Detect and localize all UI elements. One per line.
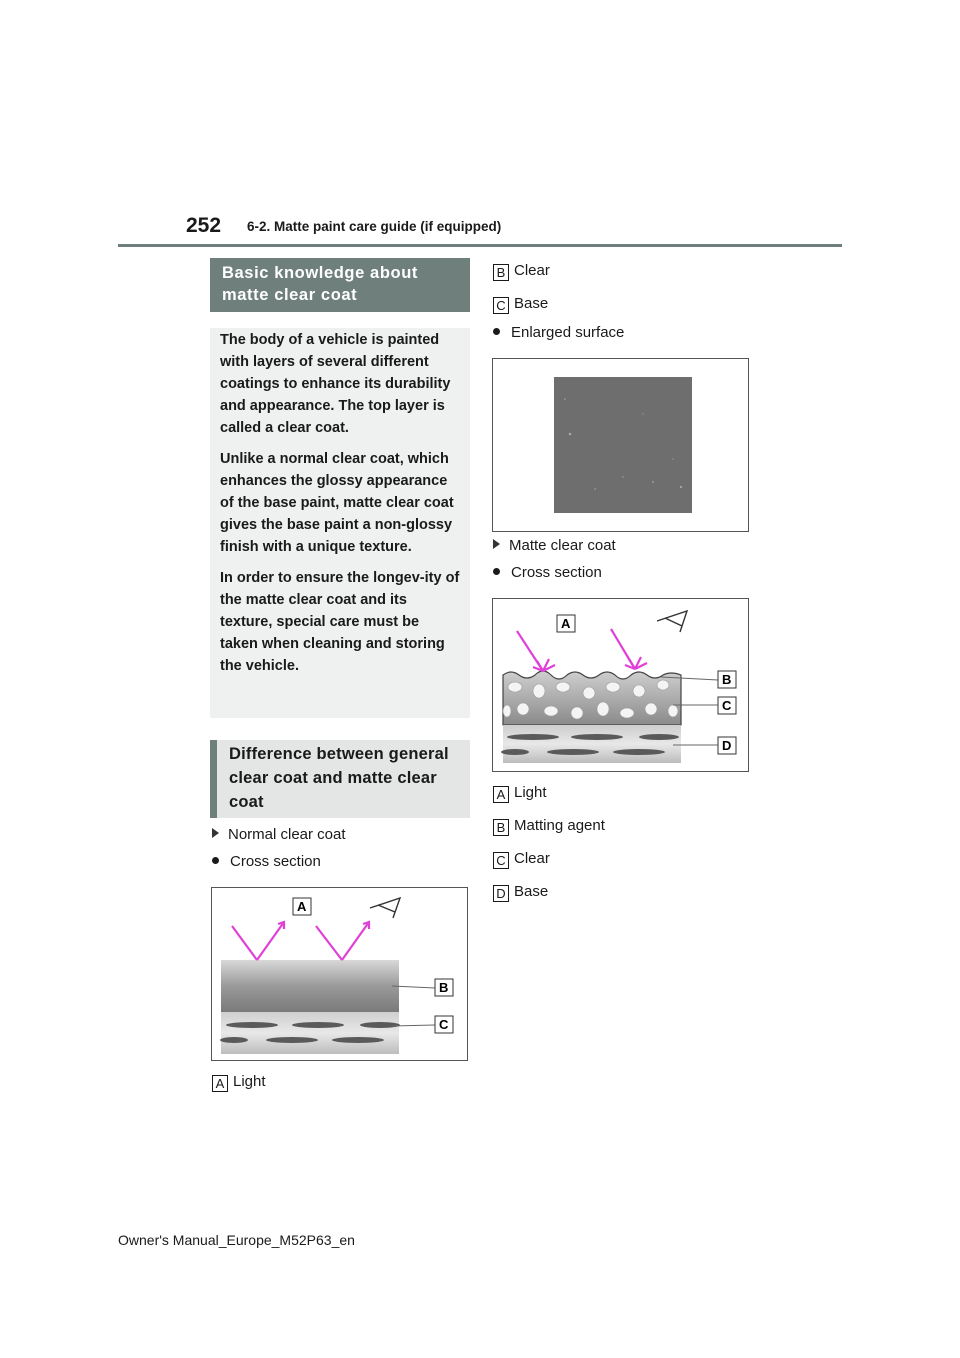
difference-heading: Difference between general clear coat and matte clear coat — [210, 740, 470, 818]
legend-matte-d: D Base — [493, 882, 548, 902]
normal-coat-title: Normal clear coat — [212, 825, 346, 845]
basic-paragraph-1: The body of a vehicle is painted with layers of several different coatings to enhance its durability and appearance. The top layer is called a clear coat. — [220, 332, 451, 436]
basic-info-box — [210, 328, 470, 718]
basic-heading: Basic knowledge about matte clear coat — [210, 258, 470, 312]
eye-icon — [657, 611, 687, 632]
footer-manual-id: Owner's Manual_Europe_M52P63_en — [118, 1232, 355, 1248]
header-divider — [118, 244, 842, 247]
eye-icon — [370, 898, 400, 918]
enlarged-surface-photo — [493, 359, 748, 531]
legend-normal-c: C Base — [493, 294, 548, 314]
bullet-icon — [493, 568, 500, 575]
section-title: 6-2. Matte paint care guide (if equipped) — [247, 219, 502, 234]
matte-coat-title: Matte clear coat — [493, 536, 616, 556]
fig-label-a: A — [561, 616, 571, 631]
enlarged-surface-figure — [492, 358, 749, 532]
legend-matte-b: B Matting agent — [493, 816, 605, 836]
fig-label-b: B — [439, 980, 449, 995]
legend-matte-a: A Light — [493, 783, 547, 803]
basic-paragraph-2: Unlike a normal clear coat, which enhances the glossy appearance of the base paint, matte clear coat gives the base paint a non-glossy finish with a unique texture. — [220, 451, 454, 555]
light-ray-icon — [232, 922, 369, 960]
normal-cross-section-label: Cross section — [212, 852, 321, 872]
fig-label-c: C — [722, 698, 732, 713]
basic-paragraph-3: In order to ensure the longev-ity of the matte clear coat and its texture, special care must be taken when cleaning and storing the vehicle. — [220, 570, 460, 674]
legend-normal-a: A Light — [212, 1072, 266, 1092]
matte-coat-diagram — [493, 599, 748, 771]
matte-cross-section-figure — [492, 598, 749, 772]
page-number: 252 — [186, 214, 222, 237]
matte-cross-section-label: Cross section — [493, 563, 602, 583]
bullet-icon — [493, 328, 500, 335]
fig-label-a: A — [297, 899, 307, 914]
light-ray-icon — [517, 629, 647, 671]
legend-matte-c: C Clear — [493, 849, 550, 869]
fig-label-d: D — [722, 738, 732, 753]
fig-label-b: B — [722, 672, 732, 687]
fig-label-c: C — [439, 1017, 449, 1032]
legend-normal-b: B Clear — [493, 261, 550, 281]
triangle-bullet-icon — [212, 828, 219, 838]
bullet-icon — [212, 857, 219, 864]
normal-coat-diagram — [212, 888, 467, 1060]
normal-cross-section-figure — [211, 887, 468, 1061]
triangle-bullet-icon — [493, 539, 500, 549]
enlarged-surface-label: Enlarged surface — [493, 323, 624, 343]
